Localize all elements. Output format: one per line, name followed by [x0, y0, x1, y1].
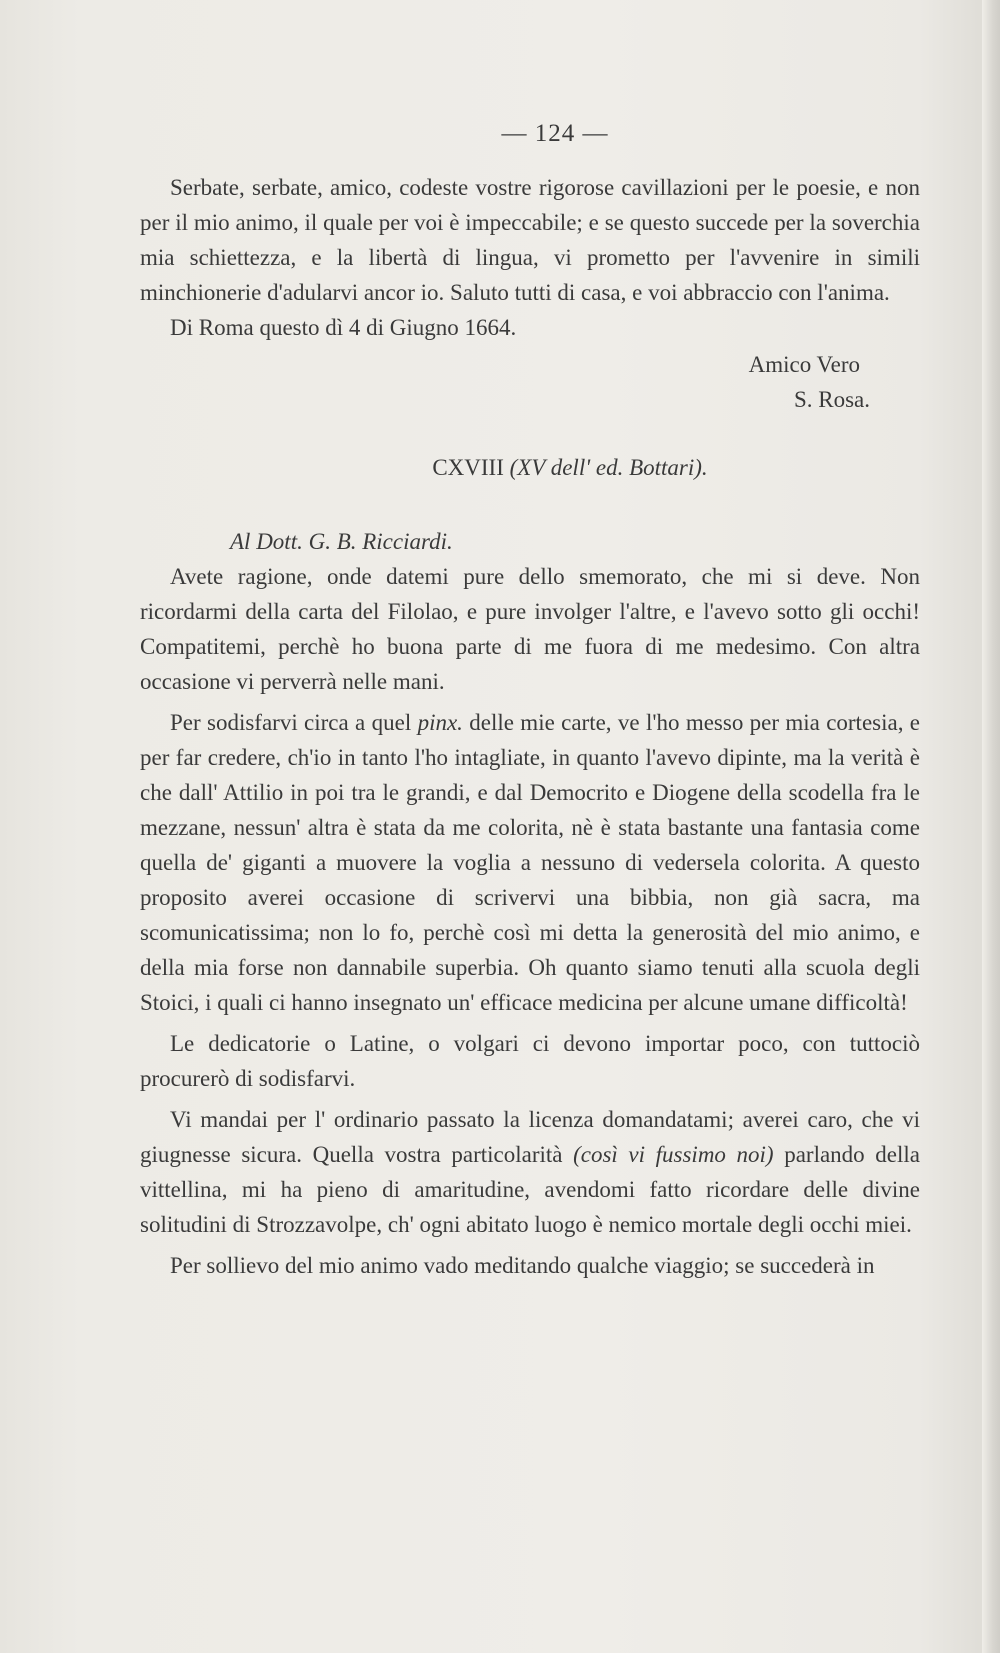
text-block: [140, 120, 920, 1283]
paragraph-3: [140, 705, 920, 1020]
paragraph-2: Avete ragione, onde datemi pure dello smemorato, che mi si deve. Non ricordarmi della carta del Filolao, e pure involger l'altre, e l'avevo sotto gli occhi! Compatitemi, perchè ho buona parte di me fuora di me medesimo. Con altra occasione vi perverrà nelle mani.: [140, 564, 920, 694]
paragraph-1: Serbate, serbate, amico, codeste vostre rigorose cavillazioni per le poesie, e non per il mio animo, il quale per voi è impeccabile; e se questo succede per la soverchia mia schiettezza, e la libertà di lingua, vi prometto per l'avvenire in simili minchionerie d'adularvi ancor io. Saluto tutti di casa, e voi abbraccio con l'anima.: [140, 175, 920, 305]
paragraph-5-italic: (così vi fussimo noi): [573, 1142, 774, 1167]
paragraph-5-start: Vi mandai per l' ordinario passato la licenza domandatami; averei caro, che vi giugnesse sicura. Quella vostra particolarità: [140, 1107, 920, 1167]
paragraph-3-start: Per sodisfarvi circa a quel: [170, 710, 418, 735]
signature: S. Rosa.: [793, 387, 870, 412]
paragraph-4: Le dedicatorie o Latine, o volgari ci devono importar poco, con tuttociò procurerò di sodisfarvi.: [140, 1031, 920, 1091]
letter-source: (XV dell' ed. Bottari).: [509, 455, 708, 480]
date-line: Di Roma questo dì 4 di Giugno 1664.: [170, 315, 517, 340]
paragraph-5: [140, 1102, 920, 1242]
page-edge: [982, 0, 1000, 1653]
addressee: Al Dott. G. B. Ricciardi.: [230, 529, 453, 554]
page-number: — 124 —: [501, 120, 609, 147]
letter-heading: [140, 455, 920, 481]
paragraph-5-end: parlando della vittellina, mi ha pieno di amaritudine, avendomi fatto ricordare delle divine solitudini di Strozzavolpe, ch' ogni abitato luogo è nemico mortale degli occhi miei.: [140, 1142, 920, 1237]
closing: Amico Vero: [748, 352, 860, 377]
letter-number: CXVIII: [432, 455, 504, 480]
paragraph-3-italic: pinx.: [417, 710, 463, 735]
paragraph-6: Per sollievo del mio animo vado meditando qualche viaggio; se succederà in: [170, 1253, 875, 1278]
paragraph-3-end: delle mie carte, ve l'ho messo per mia cortesia, e per far credere, ch'io in tanto l'ho intagliate, in quanto l'avevo dipinte, ma la verità è che dall' Attilio in poi tra le grandi, e dal Democrito e Diogene della scodella fra le mezzane, nessun' altra è stata da me colorita, nè è stata bastante una fantasia come quella de' giganti a muovere la voglia a nessuno di vedersela colorita. A questo proposito averei occasione di scrivervi una bibbia, non già sacra, ma scomunicatissima; non lo fo, perchè così mi detta la generosità del mio animo, e della mia forse non dannabile superbia. Oh quanto siamo tenuti alla scuola degli Stoici, i quali ci hanno insegnato un' efficace medicina per alcune umane difficoltà!: [140, 710, 921, 1015]
